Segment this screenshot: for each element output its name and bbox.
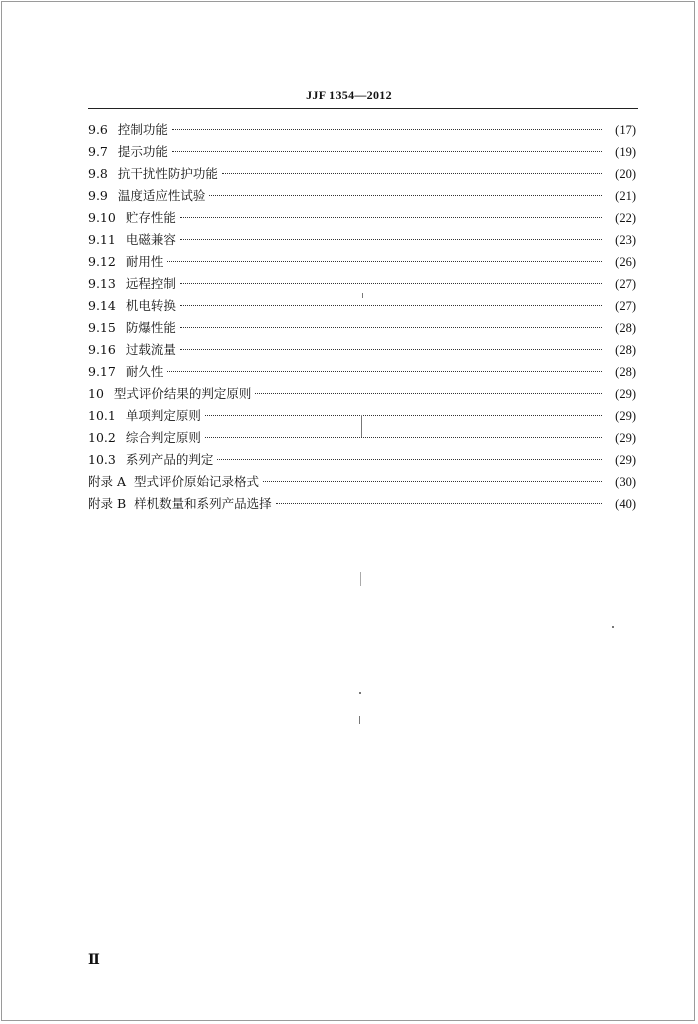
dot-leader bbox=[180, 283, 602, 284]
dot-leader bbox=[276, 503, 602, 504]
toc-entry-number: 9.12 bbox=[88, 254, 116, 269]
toc-entry-title: 过载流量 bbox=[125, 342, 176, 357]
toc-entry bbox=[88, 361, 636, 383]
dot-leader bbox=[263, 481, 602, 482]
toc-entry-page: (29) bbox=[615, 387, 636, 401]
dot-leader bbox=[205, 415, 602, 416]
toc-entry-number: 9.8 bbox=[88, 166, 108, 181]
toc-entry-page: (29) bbox=[615, 453, 636, 467]
toc-entry bbox=[88, 405, 636, 427]
toc-entry-title: 型式评价原始记录格式 bbox=[134, 474, 260, 489]
toc-entry bbox=[88, 229, 636, 251]
dot-leader bbox=[205, 437, 602, 438]
toc-entry-page: (29) bbox=[615, 409, 636, 423]
dot-leader bbox=[180, 217, 602, 218]
toc-entry-number: 9.16 bbox=[88, 342, 116, 357]
scan-speck bbox=[362, 293, 363, 298]
toc-entry-title: 贮存性能 bbox=[125, 210, 176, 225]
toc-entry-number: 9.7 bbox=[88, 144, 108, 159]
toc-entry-number: 9.10 bbox=[88, 210, 116, 225]
toc-entry-number: 9.15 bbox=[88, 320, 116, 335]
toc-entry-page: (26) bbox=[615, 255, 636, 269]
dot-leader bbox=[167, 371, 602, 372]
dot-leader bbox=[180, 305, 602, 306]
standard-code-header: JJF 1354—2012 bbox=[306, 88, 392, 102]
toc-entry-title: 型式评价结果的判定原则 bbox=[113, 386, 252, 401]
toc-entry-number: 9.9 bbox=[88, 188, 108, 203]
toc-entry bbox=[88, 449, 636, 471]
toc-entry-page: (19) bbox=[615, 145, 636, 159]
toc-entry-page: (28) bbox=[615, 365, 636, 379]
toc-entry bbox=[88, 339, 636, 361]
toc-entry-page: (30) bbox=[615, 475, 636, 489]
toc-entry-title: 电磁兼容 bbox=[125, 232, 176, 247]
dot-leader bbox=[217, 459, 602, 460]
dot-leader bbox=[222, 173, 602, 174]
toc-entry-number: 10 bbox=[88, 386, 104, 401]
toc-entry-number: 10.2 bbox=[88, 430, 116, 445]
toc-entry bbox=[88, 141, 636, 163]
toc-entry bbox=[88, 427, 636, 449]
toc-entry-number: 9.6 bbox=[88, 122, 108, 137]
toc-entry-page: (27) bbox=[615, 299, 636, 313]
dot-leader bbox=[209, 195, 602, 196]
toc-entry-title: 抗干扰性防护功能 bbox=[117, 166, 218, 181]
toc-entry-title: 耐用性 bbox=[125, 254, 164, 269]
toc-entry-number: 9.17 bbox=[88, 364, 116, 379]
toc-entry bbox=[88, 383, 636, 405]
toc-entry-number: 附录 B bbox=[88, 496, 127, 511]
dot-leader bbox=[255, 393, 602, 394]
toc-entry-title: 系列产品的判定 bbox=[125, 452, 214, 467]
toc-entry-number: 附录 A bbox=[88, 474, 127, 489]
scan-speck bbox=[360, 572, 361, 586]
toc-entry-title: 耐久性 bbox=[125, 364, 164, 379]
page-folio: Ⅱ bbox=[88, 953, 100, 968]
toc-entry-number: 9.13 bbox=[88, 276, 116, 291]
toc-entry-number: 9.14 bbox=[88, 298, 116, 313]
toc-entry bbox=[88, 119, 636, 141]
dot-leader bbox=[180, 349, 602, 350]
toc-entry-page: (21) bbox=[615, 189, 636, 203]
dot-leader bbox=[167, 261, 602, 262]
toc-entry bbox=[88, 207, 636, 229]
toc-entry-title: 机电转换 bbox=[125, 298, 176, 313]
toc-entry-title: 防爆性能 bbox=[125, 320, 176, 335]
scan-speck bbox=[359, 716, 360, 724]
toc-entry bbox=[88, 163, 636, 185]
toc-entry bbox=[88, 251, 636, 273]
toc-entry-page: (28) bbox=[615, 321, 636, 335]
table-of-contents bbox=[88, 119, 636, 515]
scan-speck bbox=[361, 415, 362, 437]
dot-leader bbox=[172, 151, 602, 152]
toc-entry-page: (22) bbox=[615, 211, 636, 225]
scan-speck bbox=[359, 692, 361, 694]
toc-entry bbox=[88, 493, 636, 515]
toc-entry-title: 远程控制 bbox=[125, 276, 176, 291]
toc-entry-page: (23) bbox=[615, 233, 636, 247]
toc-entry-page: (29) bbox=[615, 431, 636, 445]
toc-entry bbox=[88, 317, 636, 339]
toc-entry-page: (17) bbox=[615, 123, 636, 137]
toc-entry-page: (20) bbox=[615, 167, 636, 181]
toc-entry-number: 9.11 bbox=[88, 232, 116, 247]
toc-entry bbox=[88, 295, 636, 317]
dot-leader bbox=[180, 327, 602, 328]
toc-entry-page: (27) bbox=[615, 277, 636, 291]
header-rule bbox=[88, 108, 638, 109]
dot-leader bbox=[172, 129, 602, 130]
toc-entry-number: 10.1 bbox=[88, 408, 116, 423]
toc-entry-title: 单项判定原则 bbox=[125, 408, 201, 423]
toc-entry-number: 10.3 bbox=[88, 452, 116, 467]
toc-entry bbox=[88, 185, 636, 207]
toc-entry-title: 提示功能 bbox=[117, 144, 168, 159]
toc-entry-title: 控制功能 bbox=[117, 122, 168, 137]
scan-speck bbox=[612, 626, 614, 628]
toc-entry bbox=[88, 273, 636, 295]
toc-entry-title: 样机数量和系列产品选择 bbox=[134, 496, 272, 511]
dot-leader bbox=[180, 239, 602, 240]
toc-entry bbox=[88, 471, 636, 493]
toc-entry-title: 综合判定原则 bbox=[125, 430, 201, 445]
toc-entry-title: 温度适应性试验 bbox=[117, 188, 206, 203]
toc-entry-page: (28) bbox=[615, 343, 636, 357]
toc-entry-page: (40) bbox=[615, 497, 636, 511]
